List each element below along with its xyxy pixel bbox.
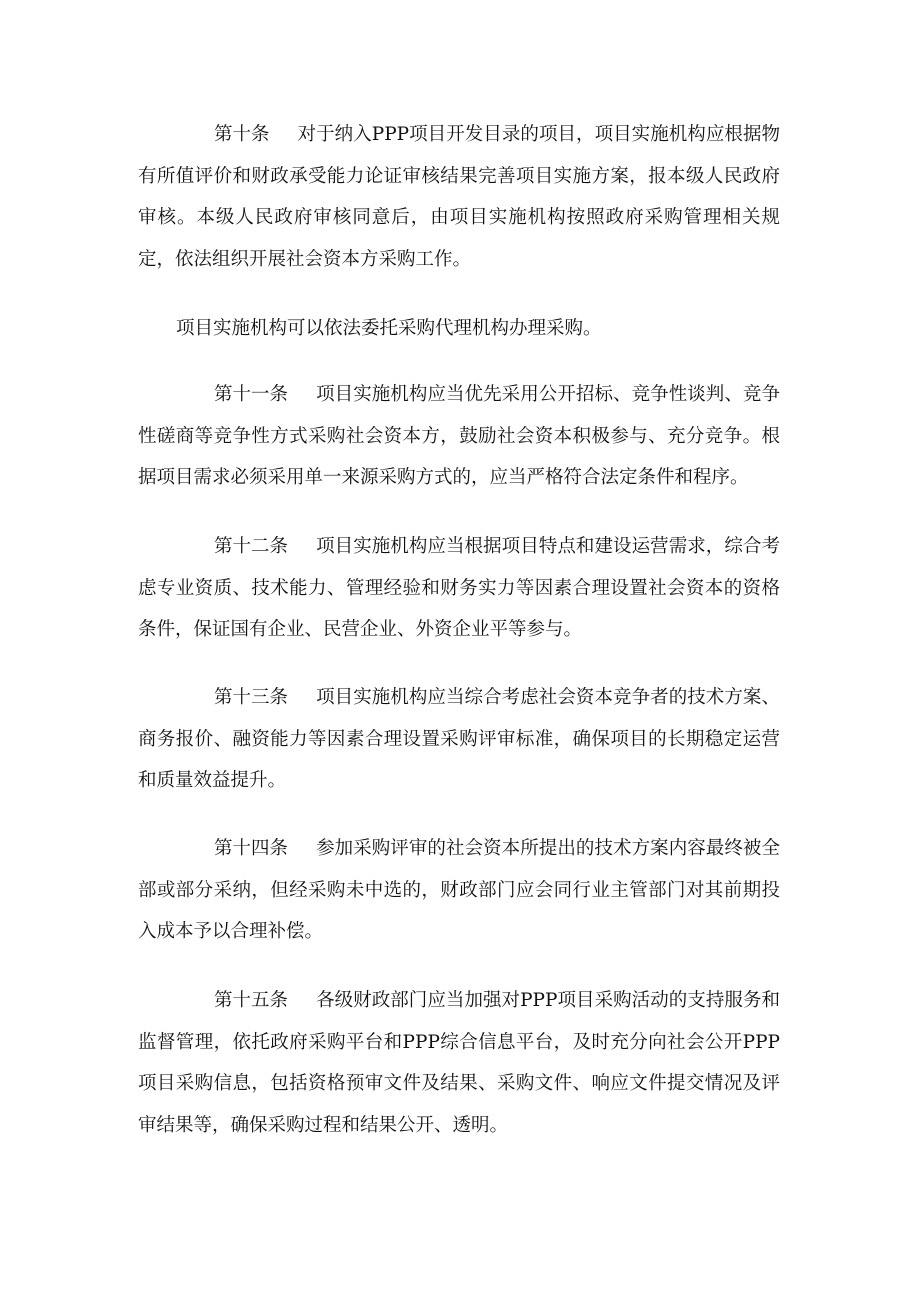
article-number: 第十二条: [214, 536, 289, 557]
article-text: 各级财政部门应当加强对PPP项目采购活动的支持服务和监督管理，依托政府采购平台和PPP综合信息平台，及时充分向社会公开PPP项目采购信息，包括资格预审文件及结果、采购文件、响应文件提交情况及评审结果等，确保采购过程和结果公开、透明。: [138, 990, 780, 1136]
article-text: 对于纳入PPP项目开发目录的项目，项目实施机构应根据物有所值评价和财政承受能力论证审核结果完善项目实施方案，报本级人民政府审核。本级人民政府审核同意后，由项目实施机构按照政府采购管理相关规定，依法组织开展社会资本方采购工作。: [138, 124, 780, 270]
article-number: 第十一条: [214, 384, 289, 405]
article-text: 项目实施机构应当根据项目特点和建设运营需求，综合考虑专业资质、技术能力、管理经验和财务实力等因素合理设置社会资本的资格条件，保证国有企业、民营企业、外资企业平等参与。: [138, 536, 780, 640]
article-text: 参加采购评审的社会资本所提出的技术方案内容最终被全部或部分采纳，但经采购未中选的，财政部门应会同行业主管部门对其前期投入成本予以合理补偿。: [138, 838, 780, 942]
article-text: 项目实施机构应当综合考虑社会资本竞争者的技术方案、商务报价、融资能力等因素合理设置采购评审标准，确保项目的长期稳定运营和质量效益提升。: [138, 687, 780, 791]
article-number: 第十三条: [214, 687, 289, 708]
article-number: 第十五条: [214, 990, 289, 1011]
article-11-paragraph: [138, 374, 780, 499]
article-15-paragraph: [138, 980, 780, 1146]
article-13-paragraph: [138, 677, 780, 802]
article-12-paragraph: [138, 526, 780, 651]
article-number: 第十条: [214, 124, 270, 145]
article-10-paragraph: [138, 114, 780, 280]
article-number: 第十四条: [214, 838, 289, 859]
article-text: 项目实施机构可以依法委托采购代理机构办理采购。: [176, 318, 602, 339]
article-10-supplement-paragraph: [138, 308, 780, 350]
article-14-paragraph: [138, 828, 780, 953]
article-text: 项目实施机构应当优先采用公开招标、竞争性谈判、竞争性磋商等竞争性方式采购社会资本方，鼓励社会资本积极参与、充分竞争。根据项目需求必须采用单一来源采购方式的，应当严格符合法定条件和程序。: [138, 384, 780, 488]
